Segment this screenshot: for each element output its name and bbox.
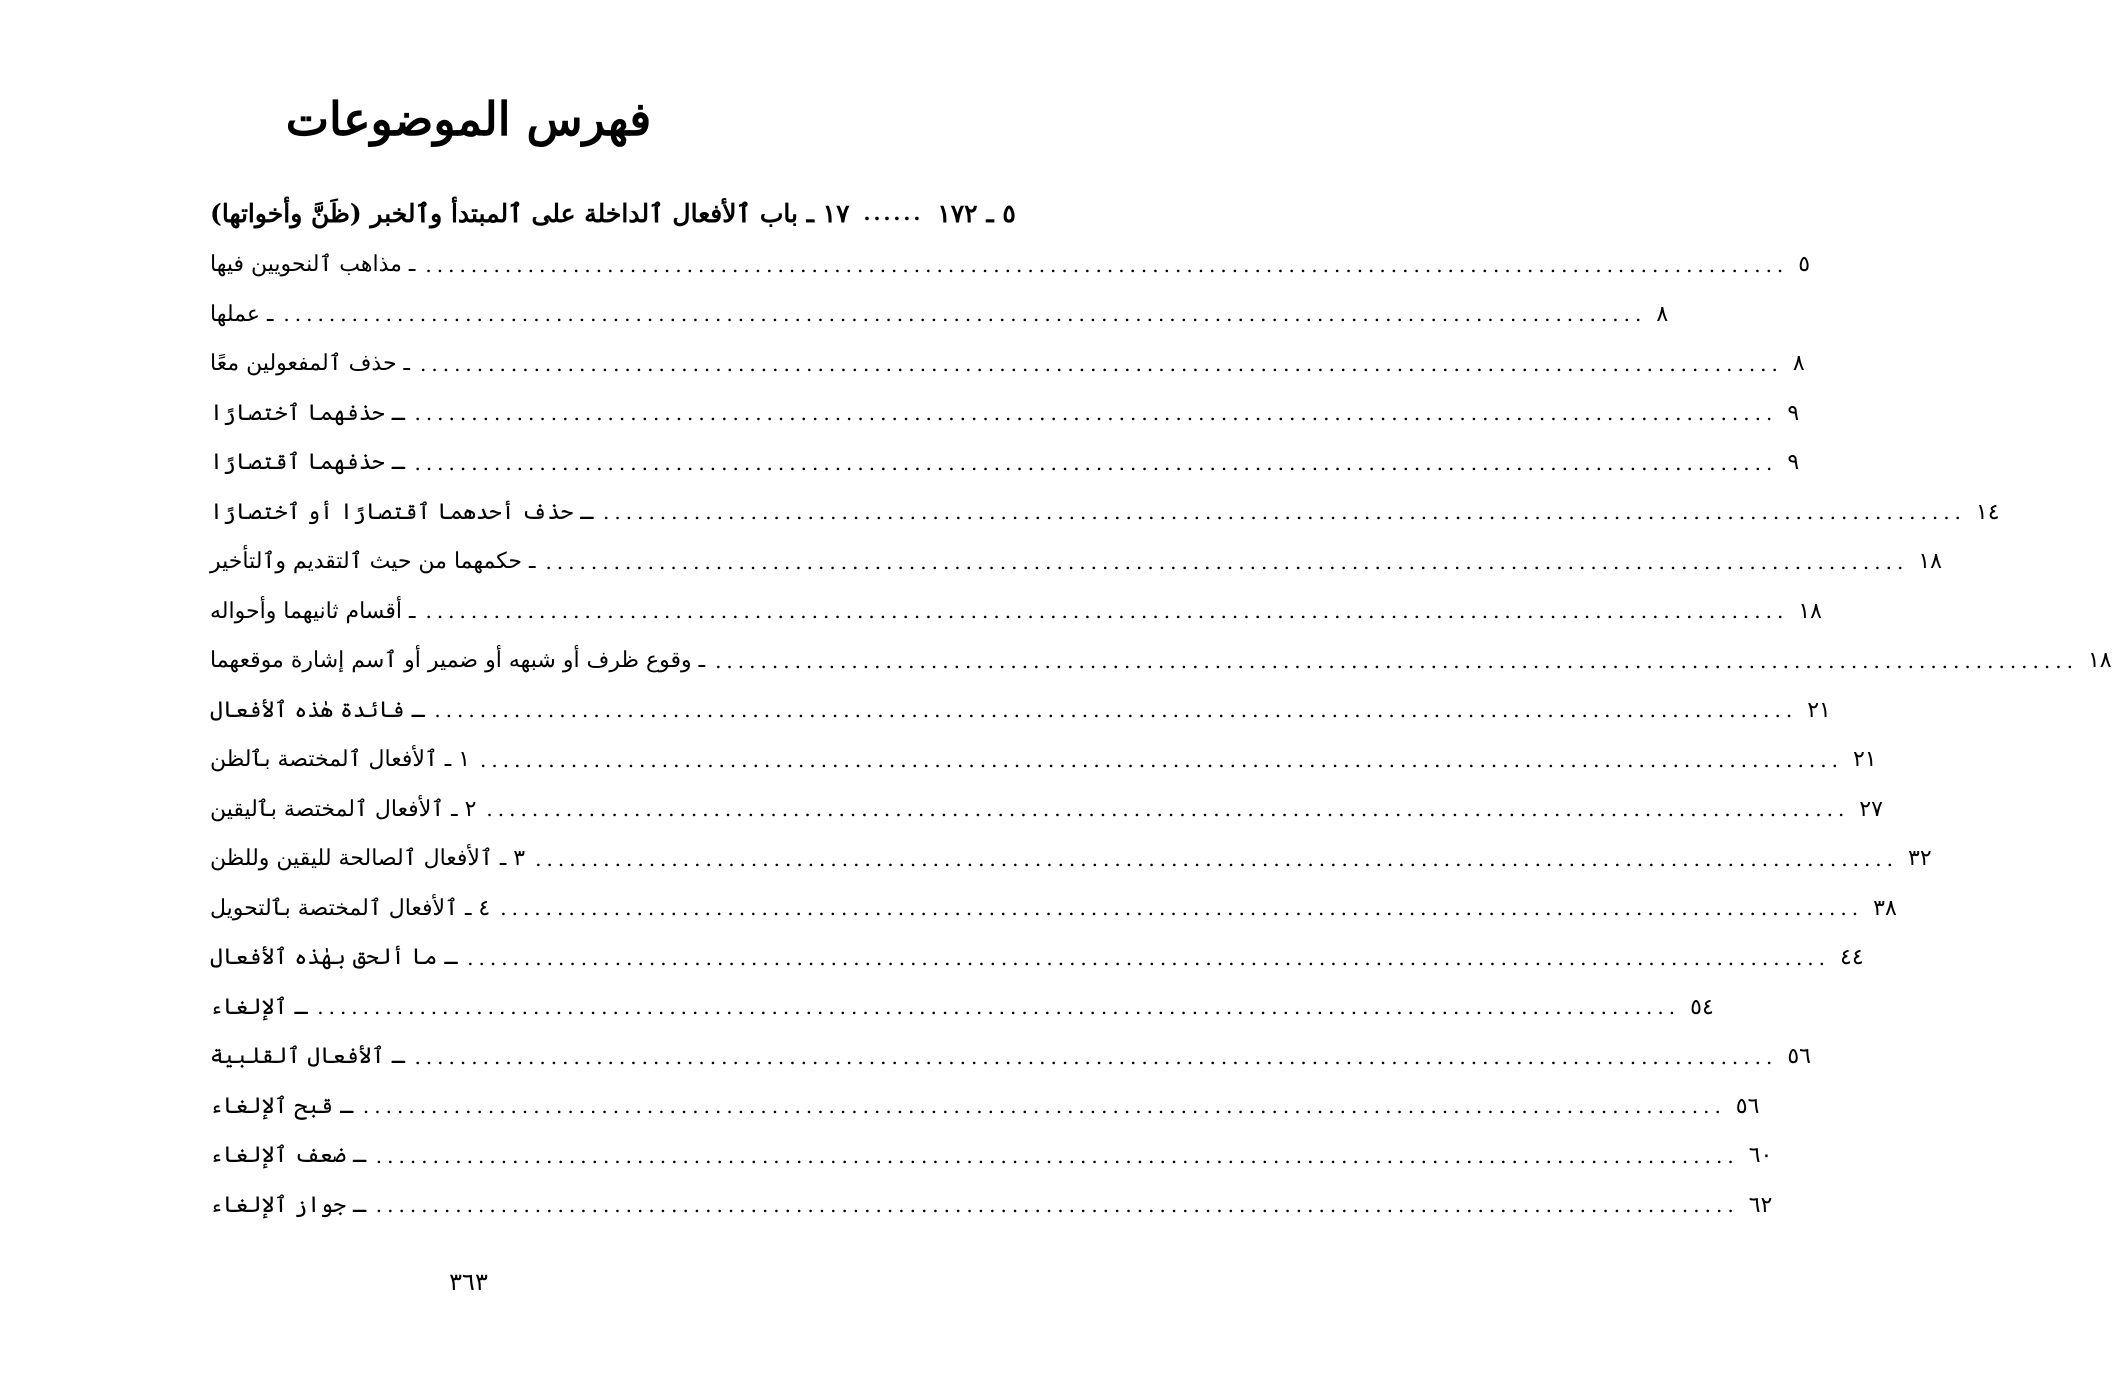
dot-leader: ........................................................................................................................ xyxy=(425,252,1789,277)
toc-entry-label: ٢ ـ ٱلأفعال ٱلمختصة بٱليقين xyxy=(210,796,477,822)
toc-entry-label: ـ قبح ٱلإلغاء xyxy=(210,1093,353,1119)
toc-entry xyxy=(210,884,1897,934)
toc-entry-page: ٩ xyxy=(1787,400,1800,426)
dot-leader: ........................................................................................................................ xyxy=(715,648,2078,673)
dot-leader: ........................................................................................................................ xyxy=(414,1044,1778,1069)
toc-entry-label: ٣ ـ ٱلأفعال ٱلصالحة لليقين وللظن xyxy=(210,846,526,872)
dot-leader: ........................................................................................................................ xyxy=(486,797,1850,822)
toc-entry xyxy=(210,785,1883,835)
toc-entry-label: ـ وقوع ظرف أو شبهه أو ضمير أو ٱسم إشارة موقعهما xyxy=(210,648,706,674)
dot-leader: ........................................................................................................................ xyxy=(362,1094,1726,1119)
toc-entry-page: ٦٠ xyxy=(1748,1143,1773,1169)
toc-entry-label: ـ مذاهب ٱلنحويين فيها xyxy=(210,252,416,278)
dot-leader: ........................................................................................................................ xyxy=(414,450,1778,475)
toc-entry xyxy=(210,339,1805,389)
toc-entry xyxy=(210,686,1831,736)
dot-leader: ........................................................................................................................ xyxy=(420,351,1783,376)
toc-entry-page: ٢٧ xyxy=(1859,796,1883,822)
toc-entry-page: ١٨ xyxy=(1918,549,1942,575)
toc-entry xyxy=(210,537,1942,587)
toc-entry xyxy=(210,983,1714,1033)
toc-entry-label: ـ جواز ٱلإلغاء xyxy=(210,1192,366,1218)
toc-entry-page: ٢١ xyxy=(1807,697,1831,723)
toc-entry-label: ـ ما ألحق بهٰذه ٱلأفعال xyxy=(210,945,458,971)
chapter-heading xyxy=(210,186,1016,240)
toc-entry-page: ٩ xyxy=(1787,450,1800,476)
toc-entry-label: ـ حكمهما من حيث ٱلتقديم وٱلتأخير xyxy=(210,549,536,575)
dot-leader: ........................................................................................................................ xyxy=(375,1193,1739,1218)
toc-entry-label: ـ عملها xyxy=(210,301,274,327)
toc-entry xyxy=(210,933,1864,983)
dot-leader: ........................................................................................................................ xyxy=(414,401,1778,426)
toc-entry-label: ـ فائدة هٰذه ٱلأفعال xyxy=(210,697,425,723)
page-number: ٣٦٣ xyxy=(449,1268,488,1296)
toc-entry-page: ٣٢ xyxy=(1908,846,1932,872)
toc-entry-label: ـ أقسام ثانيهما وأحواله xyxy=(210,598,416,624)
dot-leader: ........................................................................................................................ xyxy=(535,846,1899,871)
dot-leader: ........................................................................................................................ xyxy=(500,896,1864,921)
chapter-leader: ...... xyxy=(863,201,924,225)
toc-entry-label: ٤ ـ ٱلأفعال ٱلمختصة بٱلتحويل xyxy=(210,895,491,921)
toc-entry-label: ـ ضعف ٱلإلغاء xyxy=(210,1143,366,1169)
toc-entry-page: ٣٨ xyxy=(1873,895,1897,921)
toc-entry xyxy=(210,735,1877,785)
toc-entry-label: ١ ـ ٱلأفعال ٱلمختصة بٱلظن xyxy=(210,747,471,773)
table-of-contents xyxy=(210,186,2112,1230)
toc-entry xyxy=(210,1131,1773,1181)
dot-leader: ........................................................................................................................ xyxy=(434,698,1798,723)
toc-entry-label: ـ حذف ٱلمفعولين معًا xyxy=(210,351,410,377)
dot-leader: ........................................................................................................................ xyxy=(317,995,1681,1020)
toc-entry-page: ١٨ xyxy=(1798,598,1822,624)
toc-entry-label: ـ حذف أحدهما ٱقتصارًا أو ٱختصارًا xyxy=(210,499,594,525)
dot-leader: ........................................................................................................................ xyxy=(375,1143,1739,1168)
toc-entry xyxy=(210,488,2000,538)
toc-entry xyxy=(210,389,1800,439)
toc-entry-page: ٤٤ xyxy=(1840,945,1864,971)
toc-entry-page: ٥ xyxy=(1798,252,1811,278)
toc-entry-page: ٦٢ xyxy=(1748,1192,1773,1218)
page-title: فهرس الموضوعات xyxy=(285,92,652,146)
dot-leader: ........................................................................................................................ xyxy=(425,599,1789,624)
toc-entry xyxy=(210,587,1822,637)
toc-entry-page: ٥٤ xyxy=(1690,994,1714,1020)
dot-leader: ........................................................................................................................ xyxy=(283,302,1647,327)
toc-entry xyxy=(210,290,1669,340)
toc-entries xyxy=(210,240,2112,1230)
toc-entry-page: ٨ xyxy=(1656,301,1669,327)
toc-entry-label: ـ ٱلإلغاء xyxy=(210,994,308,1020)
toc-entry-page: ٥٦ xyxy=(1735,1093,1760,1119)
toc-entry-page: ٨ xyxy=(1792,351,1805,377)
toc-entry xyxy=(210,438,1800,488)
toc-entry xyxy=(210,1181,1773,1231)
toc-entry xyxy=(210,834,1932,884)
toc-entry xyxy=(210,240,1811,290)
toc-entry-label: ـ ٱلأفعال ٱلقلبية xyxy=(210,1044,405,1070)
dot-leader: ........................................................................................................................ xyxy=(467,945,1831,970)
toc-entry-page: ٥٦ xyxy=(1787,1044,1811,1070)
toc-entry-page: ٢١ xyxy=(1852,747,1877,773)
chapter-page-range: ٥ ـ ١٧٢ xyxy=(937,198,1016,228)
dot-leader: ........................................................................................................................ xyxy=(545,549,1909,574)
toc-entry xyxy=(210,1032,1811,1082)
toc-entry xyxy=(210,1082,1760,1132)
toc-entry xyxy=(210,636,2112,686)
toc-entry-label: ـ حذفهما ٱقتصارًا xyxy=(210,450,405,476)
toc-entry-label: ـ حذفهما ٱختصارًا xyxy=(210,400,405,426)
dot-leader: ........................................................................................................................ xyxy=(480,747,1843,772)
chapter-title: ١٧ ـ باب ٱلأفعال ٱلداخلة على ٱلمبتدأ وٱلخبر (ظَنَّ وأخواتها) xyxy=(210,198,850,228)
toc-entry-page: ١٤ xyxy=(1975,499,2000,525)
dot-leader: ........................................................................................................................ xyxy=(603,500,1966,525)
toc-entry-page: ١٨ xyxy=(2087,648,2112,674)
